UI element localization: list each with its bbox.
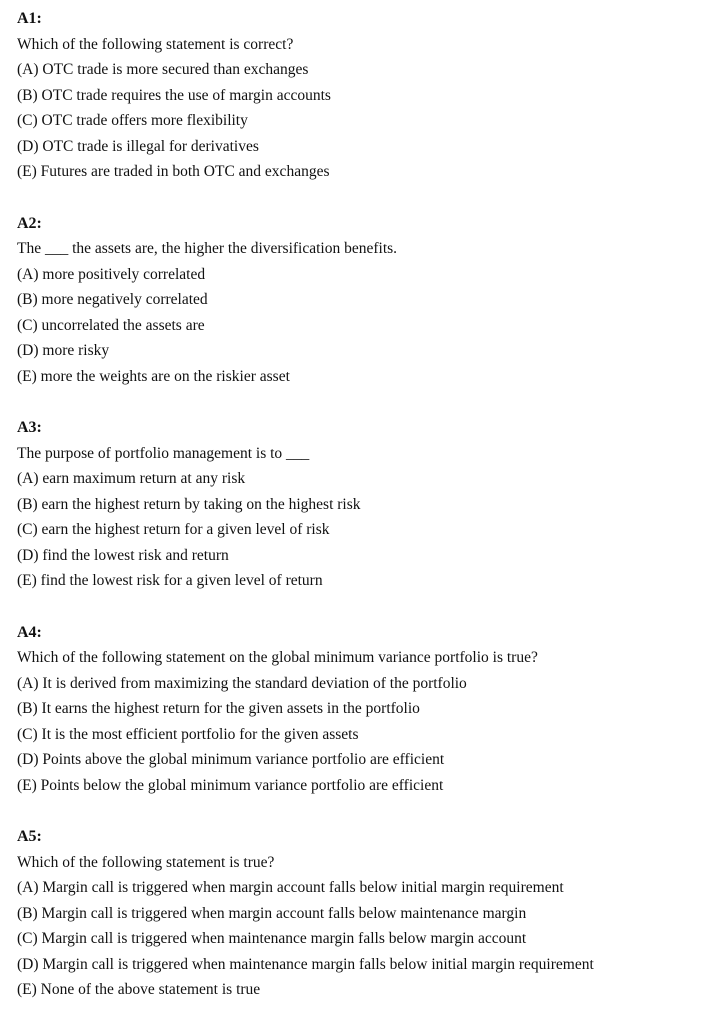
option-a: (A) Margin call is triggered when margin account falls below initial margin requirement xyxy=(17,879,564,896)
question-a1 xyxy=(17,6,710,185)
option-b: (B) earn the highest return by taking on the highest risk xyxy=(17,495,361,513)
question-label: A1: xyxy=(17,10,42,27)
option-d: (D) OTC trade is illegal for derivatives xyxy=(17,137,259,155)
option-e: (E) None of the above statement is true xyxy=(17,981,261,998)
question-label: A4: xyxy=(17,623,42,641)
option-a: (A) OTC trade is more secured than exchanges xyxy=(17,61,309,78)
option-c: (C) Margin call is triggered when maintenance margin falls below margin account xyxy=(17,930,527,947)
option-b: (B) It earns the highest return for the given assets in the portfolio xyxy=(17,700,420,717)
option-e: (E) Futures are traded in both OTC and exchanges xyxy=(17,163,330,180)
option-a: (A) It is derived from maximizing the standard deviation of the portfolio xyxy=(17,674,467,692)
question-stem: Which of the following statement is correct? xyxy=(17,35,294,53)
option-e: (E) more the weights are on the riskier asset xyxy=(17,367,290,385)
option-e: (E) Points below the global minimum variance portfolio are efficient xyxy=(17,776,444,794)
option-c: (C) OTC trade offers more flexibility xyxy=(17,112,248,129)
option-d: (D) more risky xyxy=(17,342,110,359)
option-b: (B) more negatively correlated xyxy=(17,291,208,308)
question-stem: Which of the following statement on the global minimum variance portfolio is true? xyxy=(17,649,538,666)
option-a: (A) more positively correlated xyxy=(17,265,206,283)
option-e: (E) find the lowest risk for a given level of return xyxy=(17,572,323,589)
question-stem: The ___ the assets are, the higher the diversification benefits. xyxy=(17,240,398,257)
question-label: A2: xyxy=(17,214,42,232)
question-a4 xyxy=(17,620,710,799)
question-a5 xyxy=(17,824,710,1003)
question-stem: Which of the following statement is true? xyxy=(17,853,275,871)
option-b: (B) OTC trade requires the use of margin accounts xyxy=(17,86,331,104)
question-a2 xyxy=(17,211,710,390)
option-d: (D) find the lowest risk and return xyxy=(17,546,229,564)
option-a: (A) earn maximum return at any risk xyxy=(17,470,246,487)
question-label: A5: xyxy=(17,828,42,845)
option-d: (D) Points above the global minimum variance portfolio are efficient xyxy=(17,751,445,768)
option-d: (D) Margin call is triggered when maintenance margin falls below initial margin requirement xyxy=(17,955,594,973)
option-b: (B) Margin call is triggered when margin account falls below maintenance margin xyxy=(17,904,527,922)
question-label: A3: xyxy=(17,419,42,436)
option-c: (C) It is the most efficient portfolio for the given assets xyxy=(17,725,359,743)
question-a3 xyxy=(17,415,710,594)
question-stem: The purpose of portfolio management is to ___ xyxy=(17,444,310,462)
option-c: (C) earn the highest return for a given level of risk xyxy=(17,521,330,538)
option-c: (C) uncorrelated the assets are xyxy=(17,316,205,334)
